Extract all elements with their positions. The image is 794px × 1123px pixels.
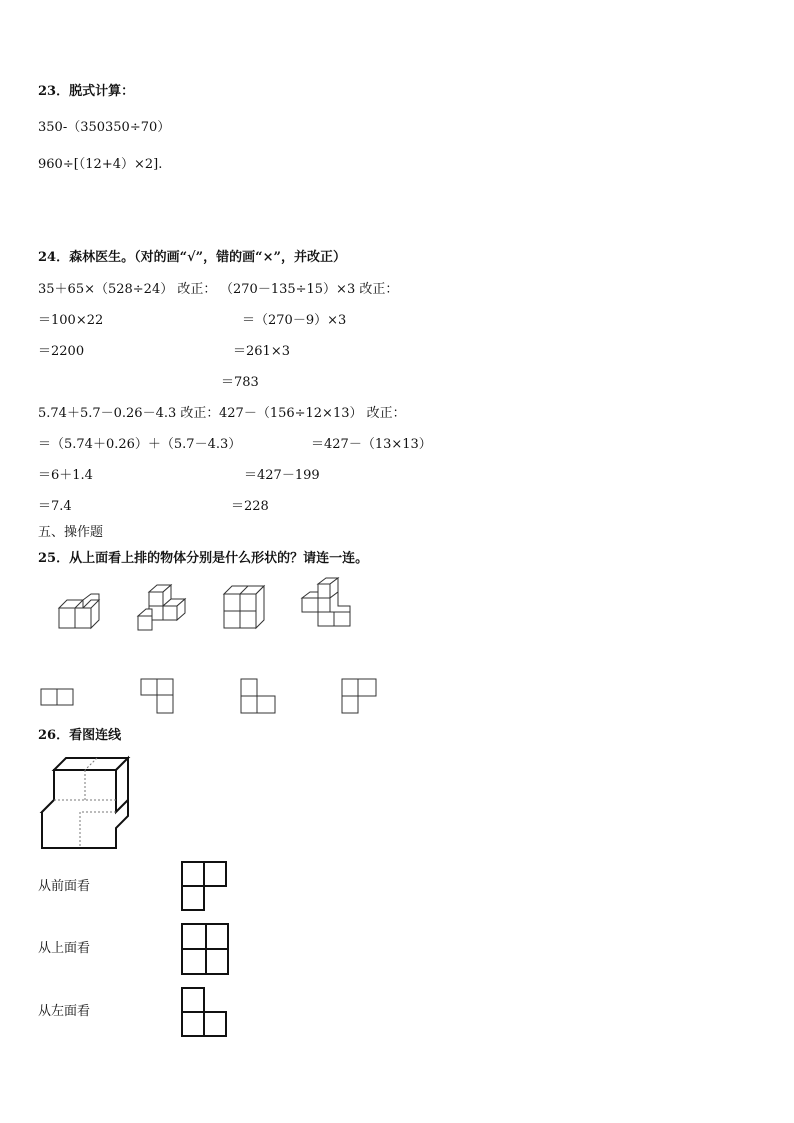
q24-title: 24．森林医生。（对的画“√”，错的画“×”，并改正） (38, 250, 346, 265)
q24-d-step2: ＝427－199 (244, 468, 320, 483)
q23-title: 23．脱式计算： (38, 84, 135, 99)
q24-c-step1: ＝（5.74＋0.26）＋（5.7－4.3） (38, 437, 242, 452)
q26-view-shape-3 (180, 986, 230, 1040)
q26-left-view-label: 从左面看 (38, 1004, 91, 1019)
q24-b-step1: ＝（270－9）×3 (242, 313, 347, 328)
q24-d-step3: ＝228 (231, 499, 269, 514)
q25-top-view-option-4 (341, 678, 379, 716)
q24-b-step3: ＝783 (221, 375, 259, 390)
q24-c-step2: ＝6＋1.4 (38, 468, 93, 483)
q26-view-shape-2 (180, 922, 232, 978)
q26-view-shape-1 (180, 860, 230, 914)
q23-line2: 960÷[（12+4）×2]. (38, 157, 163, 172)
q25-top-view-option-2 (140, 678, 176, 716)
q24-a-step2: ＝2200 (38, 344, 85, 359)
q25-cube-figure-4 (298, 576, 356, 632)
q25-title: 25．从上面看上排的物体分别是什么形状的？请连一连。 (38, 551, 369, 566)
q25-top-view-option-3 (240, 678, 278, 716)
q24-c-expression: 5.74＋5.7－0.26－4.3 改正： (38, 406, 220, 421)
section-five-title: 五、操作题 (38, 525, 104, 540)
q26-top-view-label: 从上面看 (38, 941, 91, 956)
q24-d-step1: ＝427－（13×13） (311, 437, 432, 452)
q25-cube-figure-1 (55, 590, 105, 632)
q24-a-expression: 35＋65×（528÷24） 改正： (38, 282, 217, 297)
q24-d-expression: 427－（156÷12×13） 改正： (219, 406, 406, 421)
q24-c-step3: ＝7.4 (38, 499, 72, 514)
q26-cube-figure (40, 756, 132, 852)
q24-a-step1: ＝100×22 (38, 313, 104, 328)
q25-cube-figure-3 (220, 584, 270, 632)
q25-cube-figure-2 (135, 582, 191, 634)
q23-line1: 350-（350350÷70） (38, 120, 171, 135)
q24-b-expression: （270－135÷15）×3 改正： (220, 282, 399, 297)
q24-b-step2: ＝261×3 (233, 344, 290, 359)
q26-front-view-label: 从前面看 (38, 879, 91, 894)
q25-top-view-option-1 (40, 688, 76, 708)
q26-title: 26．看图连线 (38, 728, 122, 743)
